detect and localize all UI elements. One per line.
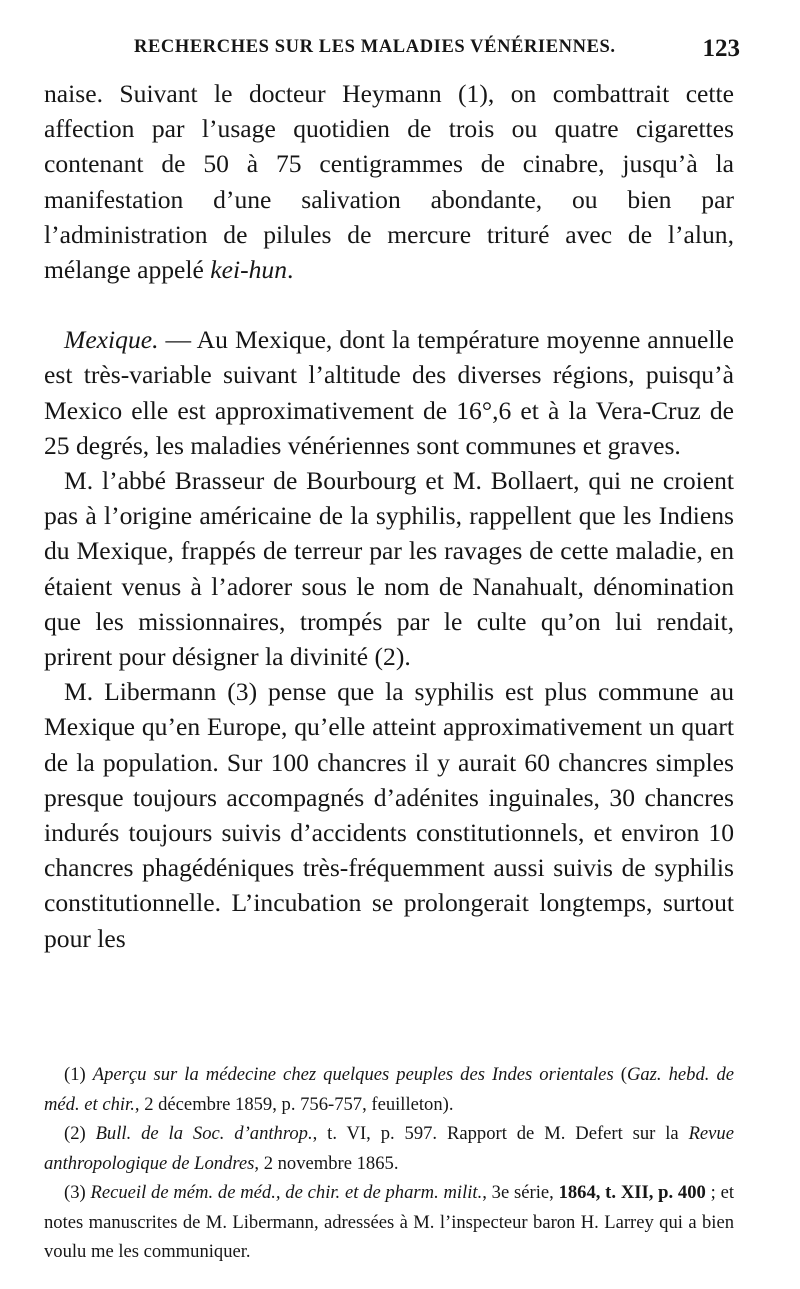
footnote-1-mark: (1) [64,1064,93,1085]
footnote-2-journal: Bull. de la Soc. d’anthrop. [95,1123,313,1144]
footnote-2-mid: , t. VI, p. 597. Rapport de M. Defert sur la [312,1123,689,1144]
footnote-1-mid: ( [613,1064,627,1085]
section-heading-mexique: Mexique. [64,325,159,355]
footnote-1-title: Aperçu sur la médecine chez quelques peuples des Indes orientales [92,1064,614,1085]
footnote-2-review: Revue anthropologique de Londres [44,1123,734,1174]
footnote-1-rest: , 2 décembre 1859, p. 756-757, feuilleton). [134,1093,454,1115]
paragraph-continuation [44,76,734,287]
paragraph-1-end: . [287,255,294,285]
footnote-2-mark: (2) [64,1123,96,1144]
footnote-3-series: , 3e série, [482,1182,559,1203]
footnote-1 [44,1060,734,1119]
page-number: 123 [702,35,740,62]
paragraph-libermann [44,674,734,956]
paragraph-3-text: M. l’abbé Brasseur de Bourbourg et M. Bollaert, qui ne croient pas à l’origine américaine de la syphilis, rappellent que les Indiens du Mexique, frappés de terreur par les ravages de cette maladie, en étaient venus à l’adorer sous le nom de Nanahualt, dénomination que les missionnaires, trompés par le culte qu’on lui rendait, prirent pour désigner la divinité (2). [44,466,734,672]
paragraph-1-text: naise. Suivant le docteur Heymann (1), on combattrait cette affection par l’usage quotidien de trois ou quatre cigarettes contenant de 50 à 75 centigrammes de cinabre, jusqu’à la manifestation d’une salivation abondante, ou bien par l’administration de pilules de mercure trituré avec de l’alun, mélange appelé [44,79,734,285]
footnote-2-rest: , 2 novembre 1865. [254,1152,399,1174]
page-header [44,0,758,80]
paragraph-mexique [44,322,734,463]
body-text [44,76,734,956]
paragraph-4-text: M. Libermann (3) pense que la syphilis est plus commune au Mexique qu’en Europe, qu’elle atteint approximativement un quart de la population. Sur 100 chancres il y aurait 60 chancres simples presque toujours accompagnés d’adénites inguinales, 30 chancres indurés toujours suivis d’accidents constitutionnels, et environ 10 chancres phagédéniques très-fréquemment aussi suivis de syphilis constitutionnelle. L’incubation se prolongerait longtemps, surtout pour les [44,677,734,953]
term-kei-hun: kei-hun [210,255,288,285]
footnote-2 [44,1119,734,1178]
running-title: RECHERCHES SUR LES MALADIES VÉNÉRIENNES. [134,37,616,57]
footnote-3 [44,1178,734,1267]
footnote-3-rest: ; et notes manuscrites de M. Libermann, adressées à M. l’inspecteur baron H. Larrey qui a bien voulu me les communiquer. [44,1182,734,1262]
paragraph-brasseur [44,463,734,674]
footnote-3-journal: Recueil de mém. de méd., de chir. et de pharm. milit. [90,1182,483,1203]
footnote-3-year-volume: 1864, t. XII, p. 400 [558,1182,706,1203]
footnote-1-journal: Gaz. hebd. de méd. et chir. [44,1064,734,1115]
footnote-3-mark: (3) [64,1182,91,1203]
footnotes [44,1060,734,1267]
paragraph-2-text: — Au Mexique, dont la température moyenne annuelle est très-variable suivant l’altitude des diverses régions, puisqu’à Mexico elle est approximativement de 16°,6 et à la Vera-Cruz de 25 degrés, les maladies vénériennes sont communes et graves. [44,325,734,460]
